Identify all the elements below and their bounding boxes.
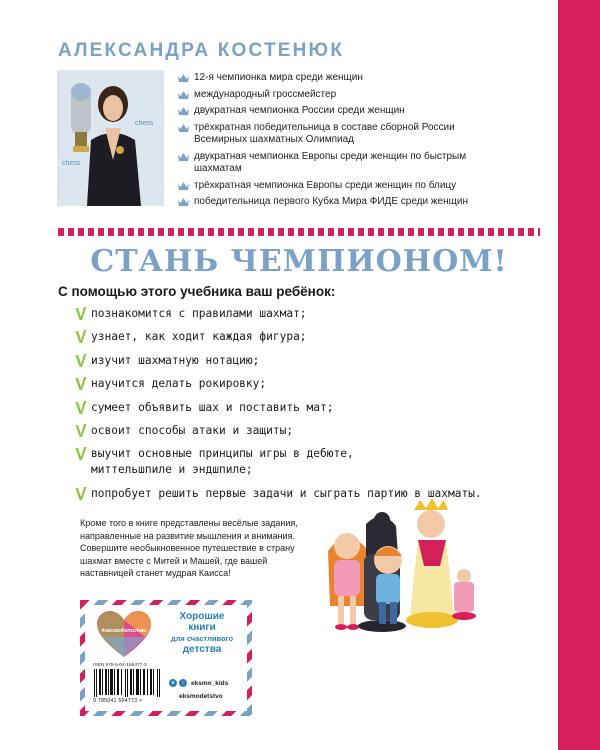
achievements-list <box>178 72 508 213</box>
crown-icon <box>178 106 189 116</box>
airmail-badge <box>80 600 252 716</box>
list-item: двукратная чемпионка России среди женщин <box>178 105 508 117</box>
instagram-icon: ○ <box>179 679 187 687</box>
check-icon <box>75 306 87 321</box>
list-item: трёхкратная победительница в составе сборной России Всемирных шахматных Олимпиад <box>178 122 508 147</box>
extra-paragraph: Кроме того в книге представлены весёлые задания, направленные на развитие мышления и внимания. Совершите необыкновенное путешествие в страну шахмат вместе с Митей и Машей, где вашей наставницей станет мудрая Каисса! <box>80 518 298 578</box>
barcode-number: 9 785041 564773 > <box>93 698 143 704</box>
author-name: АЛЕКСАНДРА КОСТЕНЮК <box>58 40 345 61</box>
list-item: сумеет объявить шах и поставить мат; <box>75 400 545 416</box>
cover-spine <box>558 0 600 750</box>
svg-text:chess: chess <box>62 160 81 167</box>
chess-characters-illustration <box>326 496 476 636</box>
list-item: попробует решить первые задачи и сыграть партию в шахматы. <box>75 486 545 502</box>
check-icon <box>75 353 87 368</box>
social-handle: eksmo_kids <box>191 679 229 687</box>
intro-text: С помощью этого учебника ваш ребёнок: <box>58 284 336 299</box>
crown-icon <box>178 152 189 162</box>
list-item: узнает, как ходит каждая фигура; <box>75 329 545 345</box>
list-item: научится делать рокировку; <box>75 376 545 392</box>
list-item: победительница первого Кубка Мира ФИДЕ среди женщин <box>178 196 508 208</box>
list-item: освоит способы атаки и защиты; <box>75 423 545 439</box>
skills-list <box>75 306 545 509</box>
slogan: Хорошие книги для счастливого детства <box>170 611 234 655</box>
list-item: выучит основные принципы игры в дебюте, миттельшпиле и эндшпиле; <box>75 446 415 478</box>
check-icon <box>75 486 87 501</box>
social-links <box>169 679 228 687</box>
list-item: 12-я чемпионка мира среди женщин <box>178 72 508 84</box>
check-icon <box>75 400 87 415</box>
crown-icon <box>178 90 189 100</box>
vk-icon: в <box>169 679 177 687</box>
crown-icon <box>178 181 189 191</box>
list-item: двукратная чемпионка Европы среди женщин по быстрым шахматам <box>178 151 508 176</box>
list-item: познакомится с правилами шахмат; <box>75 306 545 322</box>
author-photo <box>57 70 164 206</box>
isbn-text: ISBN 978-5-04-156477-3 <box>93 663 147 668</box>
crown-icon <box>178 123 189 133</box>
airmail-badge-inner <box>85 605 247 711</box>
website-text: eksmodetstvo <box>179 693 223 700</box>
svg-text:chess: chess <box>135 120 154 127</box>
crown-icon <box>178 197 189 207</box>
hashtag-text: #эксмодетство <box>101 628 147 634</box>
heart-icon <box>97 611 151 659</box>
check-icon <box>75 329 87 344</box>
check-icon <box>75 376 87 391</box>
list-item: международный гроссмейстер <box>178 89 508 101</box>
headline: СТАНЬ ЧЕМПИОНОМ! <box>90 244 508 279</box>
check-icon <box>75 423 87 438</box>
barcode-icon <box>93 669 161 697</box>
list-item: изучит шахматную нотацию; <box>75 353 545 369</box>
list-item: трёхкратная чемпионка Европы среди женщин по блицу <box>178 180 508 192</box>
dashed-divider <box>58 228 540 236</box>
crown-icon <box>178 73 189 83</box>
check-icon <box>75 446 87 461</box>
